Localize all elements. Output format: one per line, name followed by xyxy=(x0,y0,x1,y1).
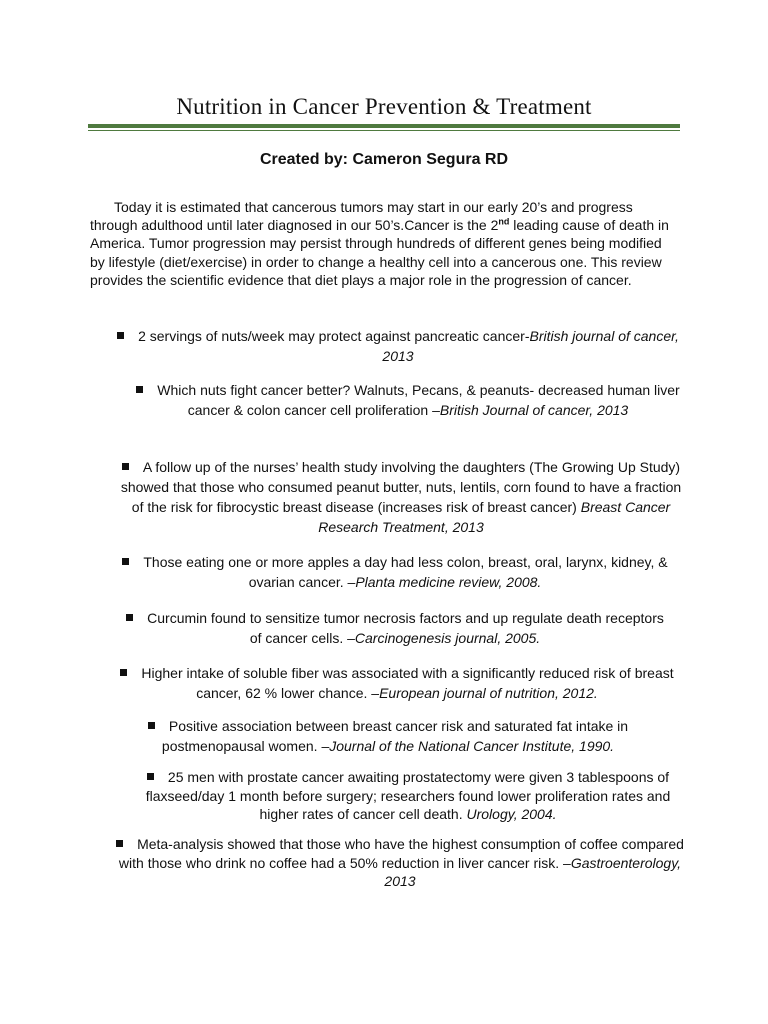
bullet-icon xyxy=(117,332,124,339)
ordinal-suffix: nd xyxy=(498,216,510,227)
intro-paragraph xyxy=(90,198,670,289)
list-item-source: British Journal of cancer, 2013 xyxy=(439,402,629,418)
list-item xyxy=(128,380,688,420)
byline: Created by: Cameron Segura RD xyxy=(259,151,509,168)
bullet-icon xyxy=(120,669,127,676)
list-item-text: Higher intake of soluble fiber was associated with a significantly reduced risk of breast cancer, 62 % lower chance. – xyxy=(141,665,674,701)
bullet-icon xyxy=(116,840,123,847)
list-item xyxy=(112,663,682,703)
list-item-source: Gastroenterology, 2013 xyxy=(384,854,682,889)
list-item xyxy=(116,457,686,537)
title-divider-thin xyxy=(88,130,680,131)
bullet-icon xyxy=(148,722,155,729)
list-item-source: British journal of cancer, 2013 xyxy=(382,328,679,364)
list-item xyxy=(110,835,690,891)
list-item-source: Urology, 2004. xyxy=(466,806,557,822)
list-item xyxy=(120,552,670,592)
list-item-source: Carcinogenesis journal, 2005. xyxy=(354,630,541,646)
list-item-text: Meta-analysis showed that those who have the highest consumption of coffee compared with those who drink no coffee had a 50% reduction in liver cancer risk. – xyxy=(118,836,684,871)
page-title: Nutrition in Cancer Prevention & Treatment xyxy=(176,94,592,119)
bullet-icon xyxy=(122,463,129,470)
list-item-text: Positive association between breast cancer risk and saturated fat intake in postmenopausal women. – xyxy=(161,718,629,754)
list-item xyxy=(118,716,658,756)
bullet-icon xyxy=(136,386,143,393)
list-item-text: 2 servings of nuts/week may protect against pancreatic cancer- xyxy=(138,328,530,344)
list-item-text: 25 men with prostate cancer awaiting prostatectomy were given 3 tablespoons of flaxseed/day 1 month before surgery; researchers found lower proliferation rates and higher rates of cancer cell death. xyxy=(145,769,671,822)
list-item xyxy=(116,326,680,366)
intro-text-continued: leading cause of death in America. Tumor progression may persist through hundreds of different genes being modified by lifestyle (diet/exercise) in order to change a healthy cell into a cancerous one. This review provides the scientific evidence that diet plays a major role in the progression of cancer. xyxy=(90,217,669,288)
list-item-source: Journal of the National Cancer Institute, 1990. xyxy=(329,738,615,754)
list-item-text: A follow up of the nurses’ health study involving the daughters (The Growing Up Study) showed that those who consumed peanut butter, nuts, lentils, corn found to have a fraction of the risk for fibrocystic breast disease (increases risk of breast cancer) xyxy=(120,459,682,515)
title-divider xyxy=(88,124,680,128)
list-item xyxy=(125,608,665,648)
list-item-source: Breast Cancer Research Treatment, 2013 xyxy=(318,499,671,535)
list-item-text: Curcumin found to sensitize tumor necrosis factors and up regulate death receptors of cancer cells. – xyxy=(147,610,664,646)
intro-text: Today it is estimated that cancerous tumors may start in our early 20’s and progress through adulthood until later diagnosed in our 50’s.Cancer is the 2 xyxy=(90,199,633,234)
bullet-icon xyxy=(122,558,129,565)
list-item xyxy=(128,768,688,824)
list-item-text: Which nuts fight cancer better? Walnuts, Pecans, & peanuts- decreased human liver cancer & colon cancer cell proliferation – xyxy=(157,382,680,418)
list-item-text: Those eating one or more apples a day had less colon, breast, oral, larynx, kidney, & ovarian cancer. – xyxy=(143,554,668,590)
list-item-source: European journal of nutrition, 2012. xyxy=(379,685,598,701)
bullet-icon xyxy=(147,773,154,780)
bullet-icon xyxy=(126,614,133,621)
list-item-source: Planta medicine review, 2008. xyxy=(355,574,542,590)
